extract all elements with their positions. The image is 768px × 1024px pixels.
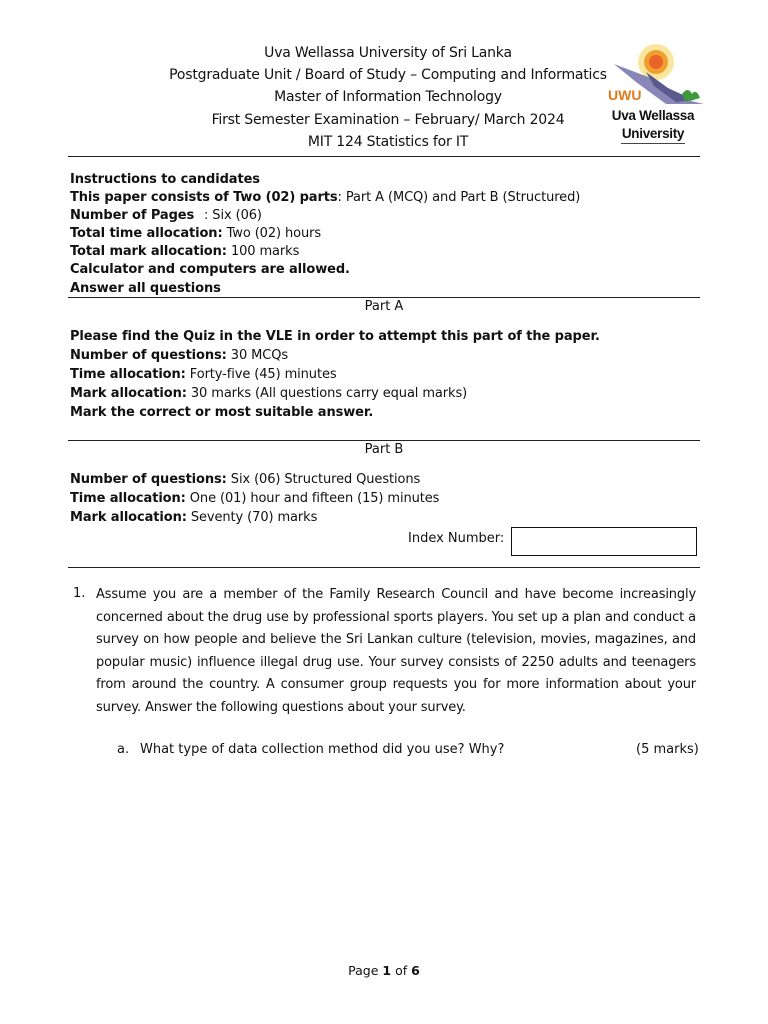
- part-a-block: [70, 327, 600, 422]
- exam-session: First Semester Examination – February/ March 2024: [211, 111, 565, 128]
- part-a-questions: Number of questions: 30 MCQs: [70, 348, 289, 363]
- university-name: Uva Wellassa University of Sri Lanka: [264, 45, 512, 61]
- course-title: MIT 124 Statistics for IT: [307, 133, 469, 150]
- header-divider: [68, 156, 700, 157]
- sub-question-text: What type of data collection method did you use? Why?: [140, 742, 505, 757]
- header-title-block: [138, 42, 638, 153]
- postgraduate-unit: Postgraduate Unit / Board of Study – Computing and Informatics: [169, 67, 607, 84]
- footer-prefix: Page: [348, 963, 383, 978]
- logo-name-line1: Uva Wellassa: [611, 108, 695, 123]
- exam-header: [68, 42, 700, 156]
- part-a-instruction: Mark the correct or most suitable answer.: [70, 405, 374, 420]
- question-text: Assume you are a member of the Family Research Council and have become increasingly concerned about the drug use by professional sports players. You set up a plan and conduct a survey on how people and believe the Sri Lankan culture (television, movies, magazines, and popular music) influence illegal drug use. Your survey consists of 2250 adults and teenagers from around the country. A consumer group requests you for more information about your survey. Answer the following questions about your survey.: [96, 587, 696, 715]
- part-a-heading: Part A: [364, 299, 404, 314]
- part-b-questions: Number of questions: Six (06) Structured Questions: [70, 472, 421, 487]
- instructions-block: [70, 171, 580, 298]
- answer-all-note: Answer all questions: [70, 280, 221, 296]
- svg-text:UWU: UWU: [608, 87, 642, 103]
- instructions-title: Instructions to candidates: [70, 172, 260, 187]
- total-marks-info: Total mark allocation: 100 marks: [70, 244, 300, 260]
- part-b-heading: Part B: [364, 442, 404, 457]
- question-number: 1.: [73, 586, 86, 601]
- part-b-divider: [68, 440, 700, 441]
- calculator-note: Calculator and computers are allowed.: [70, 262, 350, 278]
- sub-question-label: a.: [117, 742, 130, 757]
- degree-name: Master of Information Technology: [274, 89, 502, 106]
- part-a-time: Time allocation: Forty-five (45) minutes: [70, 367, 337, 382]
- index-number-field[interactable]: [511, 527, 697, 556]
- part-b-marks: Mark allocation: Seventy (70) marks: [70, 510, 318, 525]
- pages-info: Number of Pages : Six (06): [70, 208, 262, 224]
- footer-current-page: 1: [382, 963, 392, 978]
- index-number-label: Index Number:: [408, 531, 505, 546]
- parts-info: This paper consists of Two (02) parts: Part A (MCQ) and Part B (Structured): [70, 190, 581, 206]
- quiz-note: Please find the Quiz in the VLE in order to attempt this part of the paper.: [70, 329, 600, 344]
- sub-question-marks: (5 marks): [636, 742, 699, 757]
- part-a-divider: [68, 297, 700, 298]
- part-b-time: Time allocation: One (01) hour and fifteen (15) minutes: [70, 491, 440, 506]
- logo-name-line2: University: [621, 126, 685, 141]
- part-a-marks: Mark allocation: 30 marks (All questions carry equal marks): [70, 386, 468, 401]
- footer-middle: of: [391, 963, 412, 978]
- logo-underline: [621, 143, 685, 144]
- footer-total-pages: 6: [411, 963, 420, 978]
- page-footer: [0, 963, 768, 978]
- questions-divider: [68, 567, 700, 568]
- part-b-block: [70, 470, 439, 527]
- total-time-info: Total time allocation: Two (02) hours: [70, 226, 322, 242]
